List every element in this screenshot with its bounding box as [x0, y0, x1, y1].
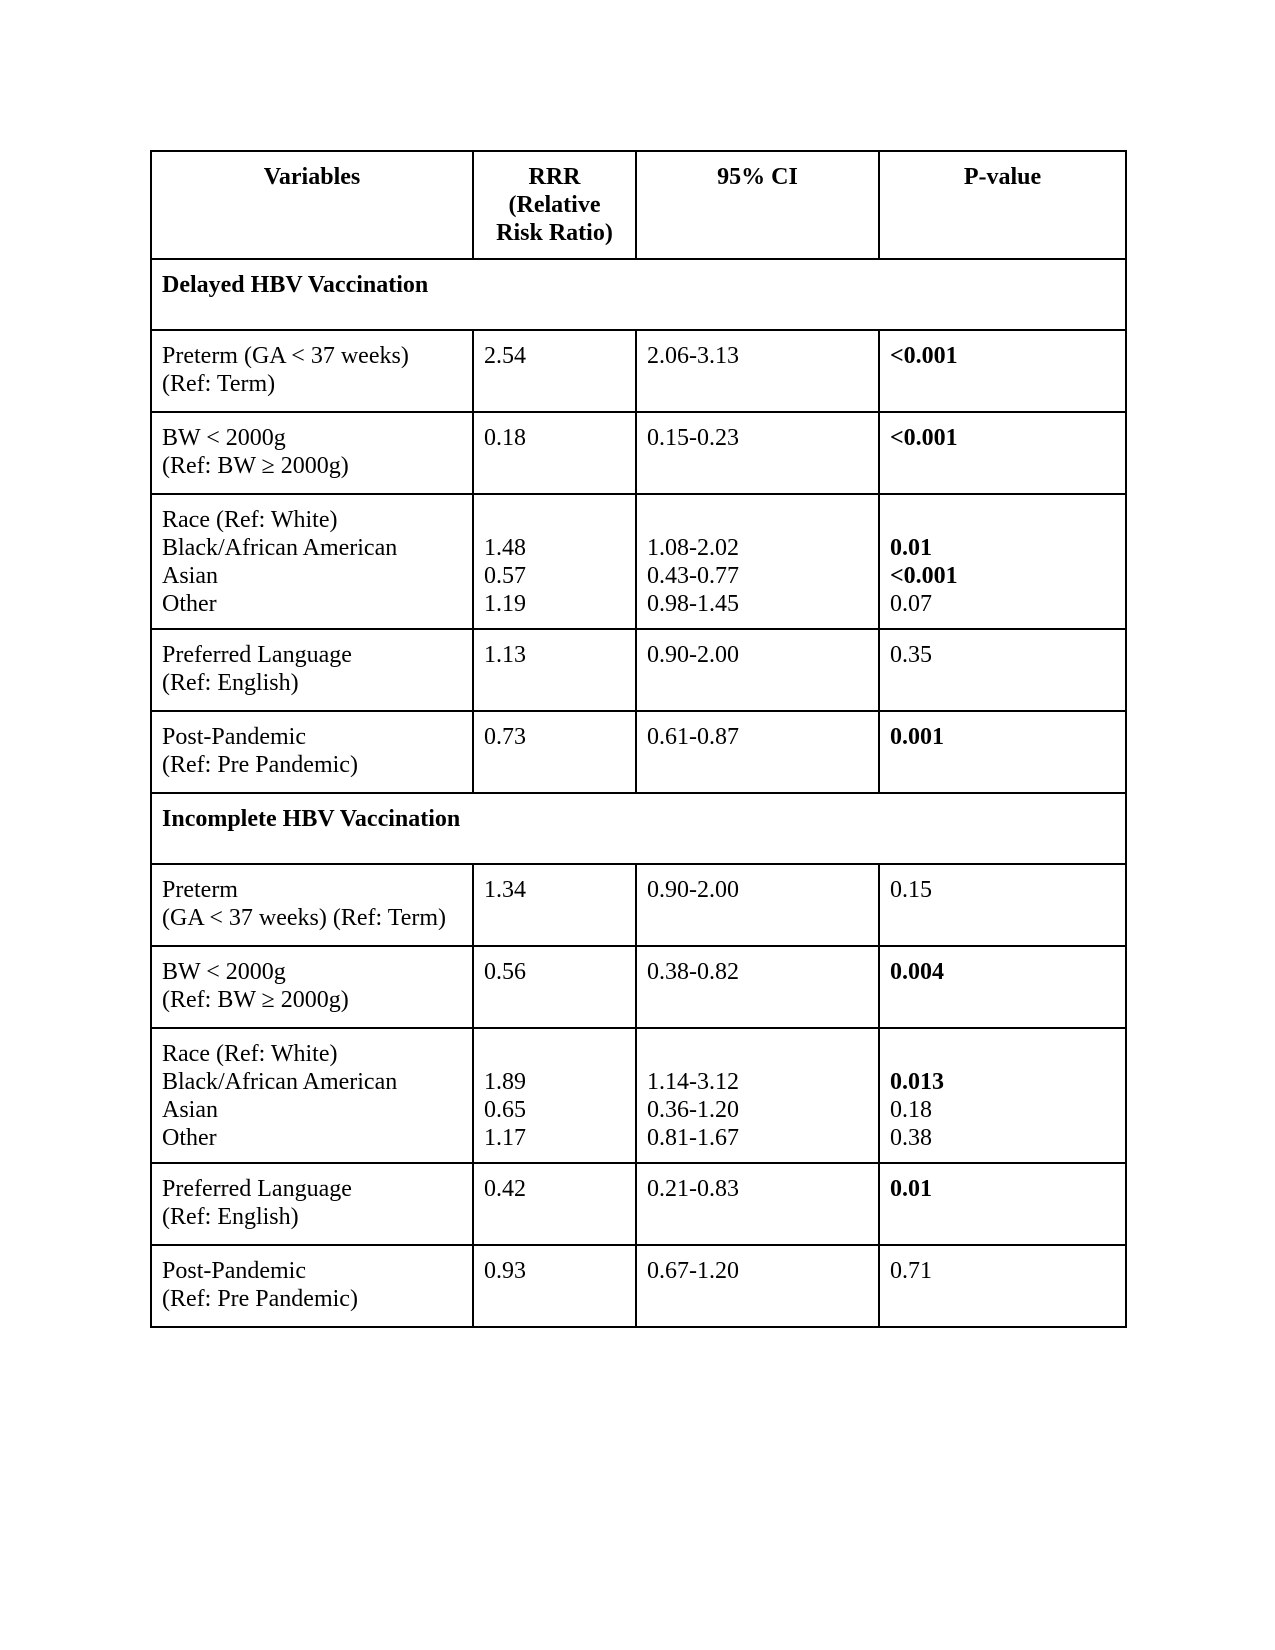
rrr-value: 0.57 [484, 563, 526, 589]
ci-cell [636, 1028, 879, 1163]
variable-line: Asian [162, 1097, 218, 1123]
ci-value: 1.08-2.02 [647, 535, 739, 561]
header-p-value: P-value [879, 151, 1126, 259]
variable-line: (Ref: English) [162, 1204, 299, 1230]
table-row [151, 494, 1126, 629]
header-rrr-line: (Relative [508, 192, 601, 218]
rrr-cell [473, 1028, 636, 1163]
p-value: 0.01 [890, 535, 932, 561]
p-value [890, 1040, 1115, 1068]
p-value-cell [879, 494, 1126, 629]
ci-value: 0.90-2.00 [647, 877, 739, 903]
ci-cell [636, 494, 879, 629]
variable-cell [151, 412, 473, 494]
variable-line: Post-Pandemic [162, 724, 306, 750]
ci-value: 0.90-2.00 [647, 642, 739, 668]
p-value-cell [879, 946, 1126, 1028]
rrr-cell [473, 494, 636, 629]
ci-value [647, 506, 868, 534]
header-rrr-line: RRR [528, 164, 581, 190]
variable-line: (GA < 37 weeks) (Ref: Term) [162, 905, 447, 931]
results-table [150, 150, 1127, 1328]
header-rrr-line: Risk Ratio) [496, 220, 613, 246]
variable-line: (Ref: BW ≥ 2000g) [162, 987, 349, 1013]
variable-cell [151, 1163, 473, 1245]
p-value-cell [879, 711, 1126, 793]
p-value: 0.38 [890, 1125, 932, 1151]
header-rrr [473, 151, 636, 259]
variable-line: Preterm [162, 877, 238, 903]
table-row [151, 629, 1126, 711]
ci-cell [636, 330, 879, 412]
rrr-cell [473, 330, 636, 412]
p-value-cell [879, 864, 1126, 946]
variable-line: Black/African American [162, 535, 398, 561]
ci-cell [636, 864, 879, 946]
p-value: 0.18 [890, 1097, 932, 1123]
table-row [151, 711, 1126, 793]
p-value: 0.71 [890, 1258, 932, 1284]
rrr-value: 0.56 [484, 959, 526, 985]
p-value-cell [879, 1245, 1126, 1327]
variable-line: BW < 2000g [162, 959, 286, 985]
rrr-value: 1.34 [484, 877, 526, 903]
variable-line: Other [162, 591, 217, 617]
variable-line: Preferred Language [162, 642, 352, 668]
ci-value: 0.98-1.45 [647, 591, 739, 617]
variable-line: Asian [162, 563, 218, 589]
variable-cell [151, 494, 473, 629]
rrr-cell [473, 1245, 636, 1327]
ci-value: 0.67-1.20 [647, 1258, 739, 1284]
ci-value: 0.43-0.77 [647, 563, 739, 589]
variable-line: (Ref: BW ≥ 2000g) [162, 453, 349, 479]
table-row [151, 1245, 1126, 1327]
rrr-value [484, 506, 625, 534]
variable-cell [151, 946, 473, 1028]
variable-line: (Ref: Term) [162, 371, 276, 397]
header-variables: Variables [151, 151, 473, 259]
p-value: 0.15 [890, 877, 932, 903]
variable-line: Preterm (GA < 37 weeks) [162, 343, 409, 369]
table-row [151, 946, 1126, 1028]
ci-value: 0.38-0.82 [647, 959, 739, 985]
table-row [151, 330, 1126, 412]
ci-value [647, 1040, 868, 1068]
ci-cell [636, 1163, 879, 1245]
variable-line: (Ref: Pre Pandemic) [162, 752, 358, 778]
p-value-cell [879, 330, 1126, 412]
p-value-cell [879, 412, 1126, 494]
ci-cell [636, 1245, 879, 1327]
variable-cell [151, 711, 473, 793]
table-row [151, 412, 1126, 494]
header-ci: 95% CI [636, 151, 879, 259]
rrr-value: 0.18 [484, 425, 526, 451]
ci-value: 0.21-0.83 [647, 1176, 739, 1202]
p-value: 0.35 [890, 642, 932, 668]
table-body [151, 259, 1126, 1327]
p-value: <0.001 [890, 343, 958, 369]
p-value-cell [879, 1163, 1126, 1245]
rrr-cell [473, 864, 636, 946]
group-title: Delayed HBV Vaccination [151, 259, 1126, 330]
ci-cell [636, 946, 879, 1028]
rrr-cell [473, 711, 636, 793]
group-header-row [151, 793, 1126, 864]
p-value: 0.07 [890, 591, 932, 617]
table-row [151, 1028, 1126, 1163]
variable-cell [151, 330, 473, 412]
rrr-value: 2.54 [484, 343, 526, 369]
variable-line: (Ref: Pre Pandemic) [162, 1286, 358, 1312]
variable-cell [151, 1028, 473, 1163]
rrr-value: 1.48 [484, 535, 526, 561]
ci-value: 2.06-3.13 [647, 343, 739, 369]
p-value-cell [879, 629, 1126, 711]
variable-line: Other [162, 1125, 217, 1151]
rrr-value: 1.17 [484, 1125, 526, 1151]
ci-value: 1.14-3.12 [647, 1069, 739, 1095]
p-value: <0.001 [890, 425, 958, 451]
rrr-value: 1.89 [484, 1069, 526, 1095]
variable-cell [151, 864, 473, 946]
group-header-row [151, 259, 1126, 330]
rrr-value: 0.73 [484, 724, 526, 750]
rrr-cell [473, 1163, 636, 1245]
table-row [151, 1163, 1126, 1245]
p-value: <0.001 [890, 563, 958, 589]
variable-line: Race (Ref: White) [162, 1041, 338, 1067]
group-title: Incomplete HBV Vaccination [151, 793, 1126, 864]
variable-line: (Ref: English) [162, 670, 299, 696]
ci-cell [636, 711, 879, 793]
variable-line: Preferred Language [162, 1176, 352, 1202]
variable-line: Race (Ref: White) [162, 507, 338, 533]
rrr-value: 0.42 [484, 1176, 526, 1202]
rrr-value [484, 1040, 625, 1068]
p-value-cell [879, 1028, 1126, 1163]
variable-line: Post-Pandemic [162, 1258, 306, 1284]
rrr-value: 0.93 [484, 1258, 526, 1284]
rrr-value: 0.65 [484, 1097, 526, 1123]
p-value: 0.01 [890, 1176, 932, 1202]
ci-value: 0.61-0.87 [647, 724, 739, 750]
p-value: 0.004 [890, 959, 944, 985]
ci-value: 0.81-1.67 [647, 1125, 739, 1151]
rrr-cell [473, 412, 636, 494]
variable-line: Black/African American [162, 1069, 398, 1095]
ci-value: 0.36-1.20 [647, 1097, 739, 1123]
ci-value: 0.15-0.23 [647, 425, 739, 451]
rrr-cell [473, 946, 636, 1028]
variable-cell [151, 629, 473, 711]
rrr-value: 1.13 [484, 642, 526, 668]
header-row [151, 151, 1126, 259]
p-value: 0.013 [890, 1069, 944, 1095]
ci-cell [636, 412, 879, 494]
variable-cell [151, 1245, 473, 1327]
variable-line: BW < 2000g [162, 425, 286, 451]
table-row [151, 864, 1126, 946]
ci-cell [636, 629, 879, 711]
p-value [890, 506, 1115, 534]
rrr-value: 1.19 [484, 591, 526, 617]
rrr-cell [473, 629, 636, 711]
p-value: 0.001 [890, 724, 944, 750]
